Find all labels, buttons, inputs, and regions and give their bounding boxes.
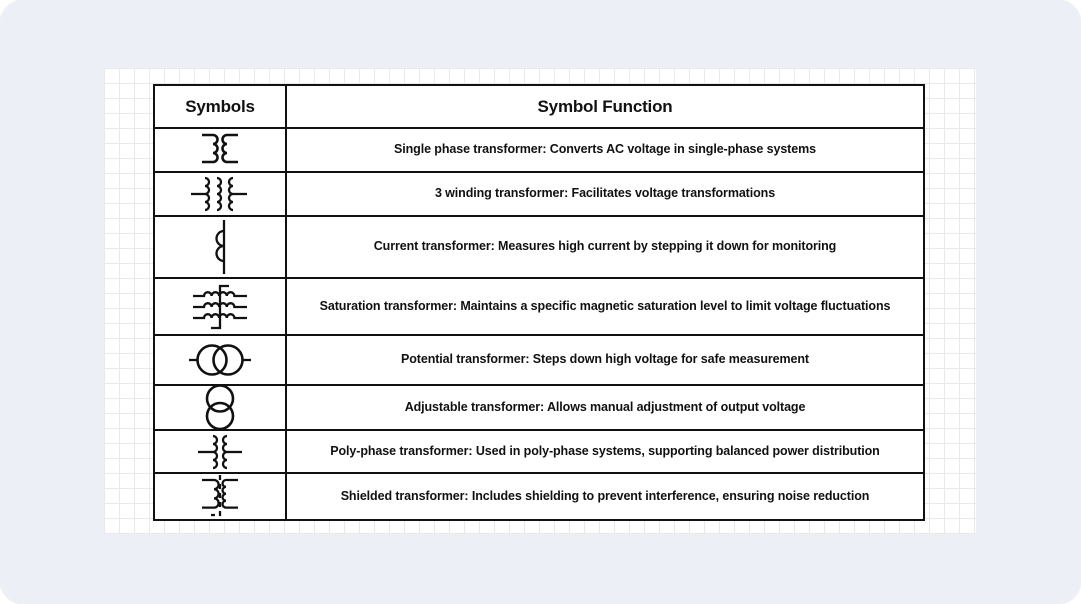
three-winding-transformer-icon <box>189 173 251 215</box>
transformer-symbols-table <box>153 84 925 521</box>
symbol-function-text: Single phase transformer: Converts AC voltage in single-phase systems <box>394 142 816 157</box>
table-row <box>155 171 923 215</box>
symbols-column-header: Symbols <box>155 86 287 127</box>
symbol-function-text: Current transformer: Measures high current by stepping it down for monitoring <box>373 239 837 254</box>
shielded-transformer-icon <box>195 473 245 521</box>
poly-phase-transformer-icon <box>196 431 244 473</box>
symbol-cell <box>155 431 287 472</box>
current-transformer-icon <box>205 218 235 276</box>
table-row <box>155 384 923 429</box>
saturation-transformer-icon <box>189 282 251 332</box>
symbol-function-text: Shielded transformer: Includes shielding to prevent interference, ensuring noise reduction <box>340 488 870 503</box>
table-row <box>155 334 923 384</box>
symbol-cell <box>155 129 287 171</box>
symbol-function-text: Adjustable transformer: Allows manual adjustment of output voltage <box>404 399 806 414</box>
single-phase-transformer-icon <box>196 131 244 169</box>
symbol-cell <box>155 474 287 519</box>
function-column-header: Symbol Function <box>537 96 673 116</box>
symbol-cell <box>155 386 287 429</box>
table-row <box>155 277 923 334</box>
symbol-function-text: 3 winding transformer: Facilitates voltage transformations <box>434 186 776 201</box>
table-header-row <box>155 86 923 127</box>
table-row <box>155 127 923 171</box>
symbol-function-text: Saturation transformer: Maintains a specific magnetic saturation level to limit voltage fluctuations <box>319 298 891 313</box>
potential-transformer-icon <box>186 339 254 381</box>
diagram-grid-canvas <box>104 68 976 534</box>
symbol-cell <box>155 217 287 277</box>
table-row <box>155 215 923 277</box>
table-row <box>155 429 923 472</box>
symbol-function-text: Potential transformer: Steps down high voltage for safe measurement <box>401 352 809 367</box>
symbol-cell <box>155 173 287 215</box>
symbol-cell <box>155 279 287 334</box>
symbol-cell <box>155 336 287 384</box>
table-row <box>155 472 923 519</box>
symbol-function-text: Poly-phase transformer: Used in poly-phase systems, supporting balanced power distribution <box>330 443 880 458</box>
adjustable-transformer-icon <box>202 383 238 432</box>
